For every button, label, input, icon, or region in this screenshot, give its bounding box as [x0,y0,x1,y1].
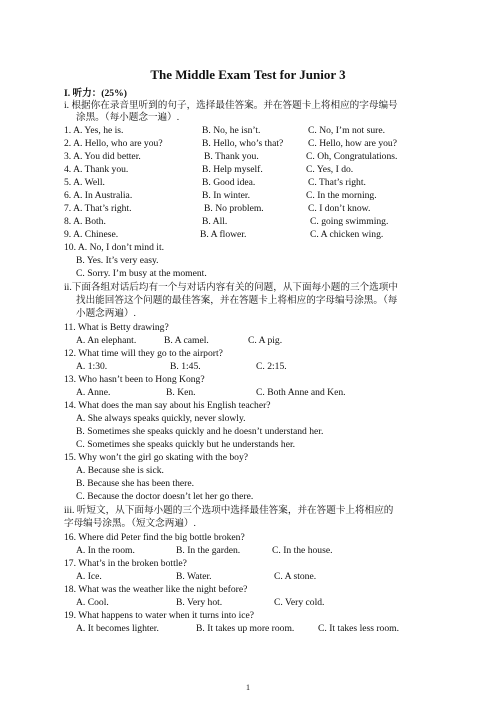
q13-c: C. Both Anne and Ken. [256,387,346,398]
q18-c: C. Very cold. [274,597,325,608]
part-iii-instruction-1: iii. 听短文，从下面每小题的三个选项中选择最佳答案，并在答题卡上将相应的 [64,505,394,516]
q13-question: 13. Who hasn’t been to Hong Kong? [64,374,205,385]
q9-b: B. A flower. [200,229,247,240]
q14-c: C. Sometimes she speaks quickly but he understands her. [76,439,296,450]
q14-a: A. She always speaks quickly, never slowly. [76,413,246,424]
q2-c: C. Hello, how are you? [308,138,397,149]
q6-b: B. In winter. [202,190,250,201]
q17-question: 17. What’s in the broken bottle? [64,558,187,569]
q10-a: 10. A. No, I don’t mind it. [64,242,165,253]
q15-b: B. Because she has been there. [76,478,195,489]
q16-question: 16. Where did Peter find the big bottle broken? [64,532,245,543]
q4-c: C. Yes, I do. [306,164,354,175]
q10-c: C. Sorry. I’m busy at the moment. [76,268,207,279]
q15-c: C. Because the doctor doesn’t let her go there. [76,491,254,502]
part-ii-instruction-3: 小题念两遍）. [76,308,136,319]
q14-question: 14. What does the man say about his English teacher? [64,400,271,411]
part-ii-instruction-1: ii.下面各组对话后均有一个与对话内容有关的问题，从下面每小题的三个选项中 [64,282,398,293]
q5-a: 5. A. Well. [64,177,105,188]
q19-question: 19. What happens to water when it turns into ice? [64,610,255,621]
q3-c: C. Oh, Congratulations. [306,151,398,162]
q12-question: 12. What time will they go to the airport? [64,348,223,359]
q11-question: 11. What is Betty drawing? [64,322,169,333]
q2-b: B. Hello, who’s that? [202,138,284,149]
q7-b: B. No problem. [204,203,264,214]
q9-a: 9. A. Chinese. [64,229,119,240]
q8-b: B. All. [202,216,228,227]
q7-c: C. I don’t know. [308,203,371,214]
q5-b: B. Good idea. [202,177,256,188]
q17-c: C. A stone. [274,571,317,582]
q17-a: A. Ice. [76,571,102,582]
q15-question: 15. Why won’t the girl go skating with the boy? [64,452,249,463]
q13-a: A. Anne. [76,387,111,398]
part-i-instruction-2: 涂黑。（每小题念一遍）. [76,112,180,123]
q8-c: C. going swimming. [310,216,389,227]
q1-c: C. No, I’m not sure. [308,125,386,136]
page-number: 1 [246,683,250,692]
q7-a: 7. A. That’s right. [64,203,132,214]
q16-c: C. In the house. [272,545,333,556]
page-title: The Middle Exam Test for Junior 3 [150,67,346,82]
q6-a: 6. A. In Australia. [64,190,133,201]
q4-b: B. Help myself. [202,164,263,175]
q1-a: 1. A. Yes, he is. [64,125,124,136]
q12-a: A. 1:30. [76,361,108,372]
q16-a: A. In the room. [76,545,135,556]
q19-c: C. It takes less room. [318,623,400,634]
q18-b: B. Very hot. [176,597,223,608]
q6-c: C. In the morning. [306,190,377,201]
q11-c: C. A pig. [248,335,283,346]
q19-b: B. It takes up more room. [196,623,295,634]
part-i-instruction-1: i. 根据你在录音里听到的句子，选择最佳答案。并在答题卡上将相应的字母编号 [64,100,398,111]
q18-question: 18. What was the weather like the night before? [64,584,248,595]
q16-b: B. In the garden. [176,545,241,556]
q15-a: A. Because she is sick. [76,465,164,476]
q8-a: 8. A. Both. [64,216,106,227]
q9-c: C. A chicken wing. [310,229,384,240]
q5-c: C. That’s right. [308,177,366,188]
q19-a: A. It becomes lighter. [76,623,159,634]
q13-b: B. Ken. [166,387,196,398]
q3-a: 3. A. You did better. [64,151,141,162]
q2-a: 2. A. Hello, who are you? [64,138,163,149]
q18-a: A. Cool. [76,597,109,608]
q17-b: B. Water. [176,571,212,582]
part-ii-instruction-2: 找出能回答这个问题的最佳答案，并在答题卡上将相应的字母编号涂黑。（每 [76,295,398,306]
q14-b: B. Sometimes she speaks quickly and he doesn’t understand her. [76,426,324,437]
q12-b: B. 1:45. [170,361,201,372]
q3-b: B. Thank you. [204,151,259,162]
part-iii-instruction-2: 字母编号涂黑。（短文念两遍）. [64,518,196,529]
q11-b: B. A camel. [164,335,209,346]
section-heading: I. 听力：(25%) [64,88,127,99]
q4-a: 4. A. Thank you. [64,164,129,175]
q10-b: B. Yes. It’s very easy. [76,255,159,266]
q1-b: B. No, he isn’t. [202,125,261,136]
q11-a: A. An elephant. [76,335,137,346]
q12-c: C. 2:15. [256,361,287,372]
